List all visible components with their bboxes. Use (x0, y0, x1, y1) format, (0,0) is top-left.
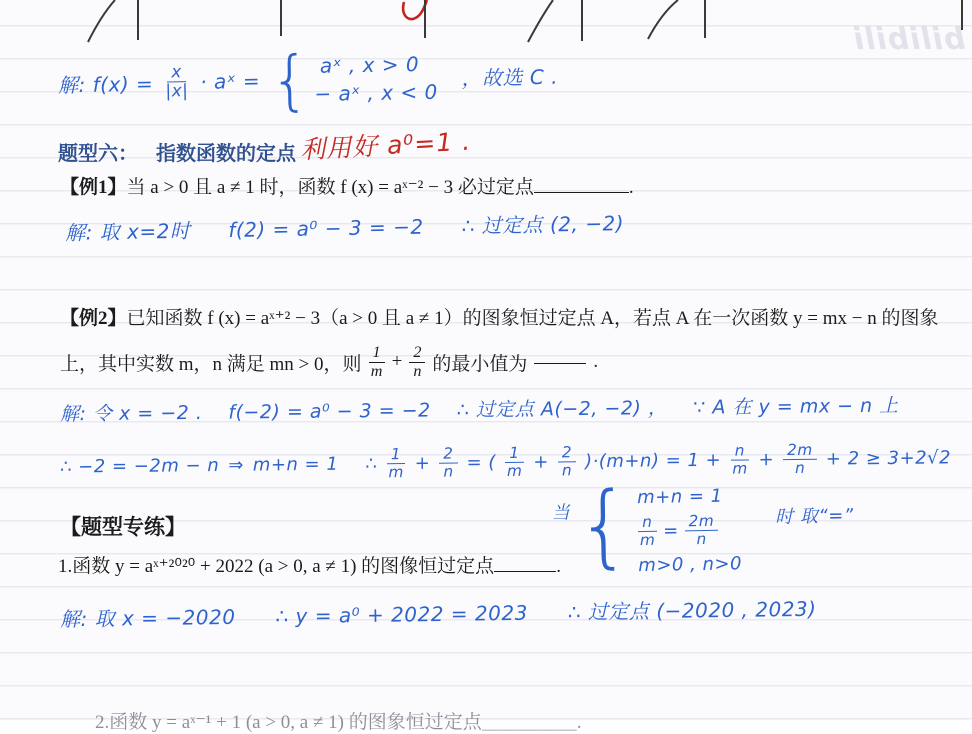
practice-header: 【题型专练】 (60, 515, 186, 539)
fraction-2-over-n: $\frac{2}{n}$ (439, 446, 458, 481)
hw-text: ∴ 过定点 (−2020 , 2023) (567, 596, 817, 625)
fraction-2m-over-n: $\frac{2m}{n}$ (783, 442, 817, 477)
example2-statement-line1 (60, 303, 938, 330)
example2-tag: 【例2】 (60, 308, 127, 329)
period: . (628, 177, 634, 198)
hw-text: 解: f(x) = (57, 72, 154, 98)
hw-text: + 2 ≥ 3+2√2 (825, 447, 952, 470)
cases-brace: { (575, 472, 633, 579)
fraction-1-over-m: $\frac{1}{m}$ (506, 443, 523, 480)
section-label: 题型六： (58, 143, 138, 165)
hw-text: 时 取“=” (775, 505, 854, 528)
period: . (556, 556, 561, 577)
example2-text: 的最小值为 (432, 353, 528, 375)
fraction-1-over-m: $\frac{1}{m}$ (388, 445, 404, 482)
bilibili-watermark: bilibili (853, 22, 966, 57)
fraction-n-over-m: $\frac{n}{m}$ (639, 512, 656, 549)
hw-text: 解: 令 x = −2 . (59, 401, 203, 426)
equality-condition-note (551, 472, 854, 579)
fraction-x-over-absx: $\frac{x}{|x|}$ (165, 61, 189, 102)
fraction-2-over-n: $\frac{2}{n}$ (409, 344, 425, 381)
red-annotation: 利用好 a⁰=1 . (299, 126, 472, 165)
section-title: 指数函数的定点 (156, 143, 296, 165)
case-negative: − aˣ , x < 0 (314, 79, 438, 106)
cases-brace: { (269, 41, 311, 119)
equals-sign: = (662, 520, 679, 542)
hw-text: )·(m+n) = 1 + (584, 449, 722, 472)
fraction-n-over-m: $\frac{n}{m}$ (732, 441, 748, 478)
hw-text: · aˣ = (200, 68, 261, 94)
period: . (593, 351, 599, 373)
hw-text: ∵ A 在 y = mx − n 上 (693, 394, 899, 419)
fraction-1-over-m: $\frac{1}{m}$ (369, 344, 385, 381)
top-graph-sketches (0, 0, 972, 46)
answer-blank (534, 361, 586, 364)
condition-3: m>0 , n>0 (638, 552, 743, 576)
red-check-mark (403, 0, 427, 19)
plus-sign: + (414, 452, 431, 474)
condition-list (637, 485, 742, 575)
example2-handwritten-solution-line2 (60, 440, 951, 484)
hw-text: m+n = 1 (252, 453, 339, 476)
hw-text: f(2) = a⁰ − 3 = −2 (228, 214, 424, 243)
hw-text: 解: 取 x=2时 (64, 218, 191, 245)
example1-statement (60, 172, 634, 199)
hw-text: 解: 取 x = −2020 (59, 604, 236, 632)
fraction-2-over-n: $\frac{2}{n}$ (558, 444, 577, 479)
plus-sign: + (758, 448, 775, 471)
example1-tag: 【例1】 (60, 177, 127, 198)
plus-sign: + (391, 351, 403, 373)
hw-text: ∴ y = a⁰ + 2022 = 2023 (275, 600, 529, 629)
hw-text: ∴ 过定点 A(−2, −2) ， (456, 397, 668, 422)
exponential-curve-sketch (648, 0, 678, 39)
fraction-2m-over-n: $\frac{2m}{n}$ (684, 513, 718, 548)
case-positive: aˣ , x > 0 (319, 51, 420, 78)
example1-handwritten-solution (65, 207, 624, 246)
example2-statement-line2 (60, 344, 598, 381)
piecewise-cases (314, 51, 438, 106)
section-heading (58, 137, 296, 166)
implies-arrow: ⇒ (228, 454, 244, 476)
practice-question1 (58, 551, 561, 578)
example2-handwritten-solution-line1 (60, 391, 899, 427)
answer-choice: ，故选 C . (461, 65, 559, 91)
handwritten-solution-previous (57, 41, 559, 119)
example2-text: 已知函数 f (x) = aˣ⁺² − 3（a > 0 且 a ≠ 1）的图象恒过定点 A，若点 A 在一次函数 y = mx − n 的图象 (126, 308, 939, 329)
example1-text: 当 a > 0 且 a ≠ 1 时，函数 f (x) = aˣ⁻² − 3 必过定点 (126, 177, 534, 198)
hw-text: 当 (551, 502, 571, 524)
answer-blank (534, 190, 629, 193)
exponential-curve-sketch (88, 0, 115, 42)
hw-text: = ( (466, 451, 496, 474)
therefore-sign: ∴ (365, 453, 378, 475)
condition-1: m+n = 1 (636, 485, 723, 509)
clipped-next-question: 2.函数 y = aˣ⁻¹ + 1 (a > 0, a ≠ 1) 的图象恒过定点＿＿＿＿＿. (95, 712, 582, 733)
hw-text: f(−2) = a⁰ − 3 = −2 (228, 399, 431, 424)
example2-text: 上，其中实数 m，n 满足 mn > 0，则 (60, 353, 362, 375)
practice-question1-handwritten-solution (60, 593, 817, 633)
question1-text: 1.函数 y = aˣ⁺²⁰²⁰ + 2022 (a > 0, a ≠ 1) 的图像恒过定点 (58, 556, 495, 577)
exponential-curve-sketch (528, 0, 553, 42)
hw-text: ∴ 过定点 (2, −2) (461, 211, 625, 238)
answer-blank (494, 569, 556, 572)
plus-sign: + (533, 451, 549, 473)
hw-text: ∴ −2 = −2m − n (59, 454, 220, 478)
condition-2 (637, 512, 741, 548)
